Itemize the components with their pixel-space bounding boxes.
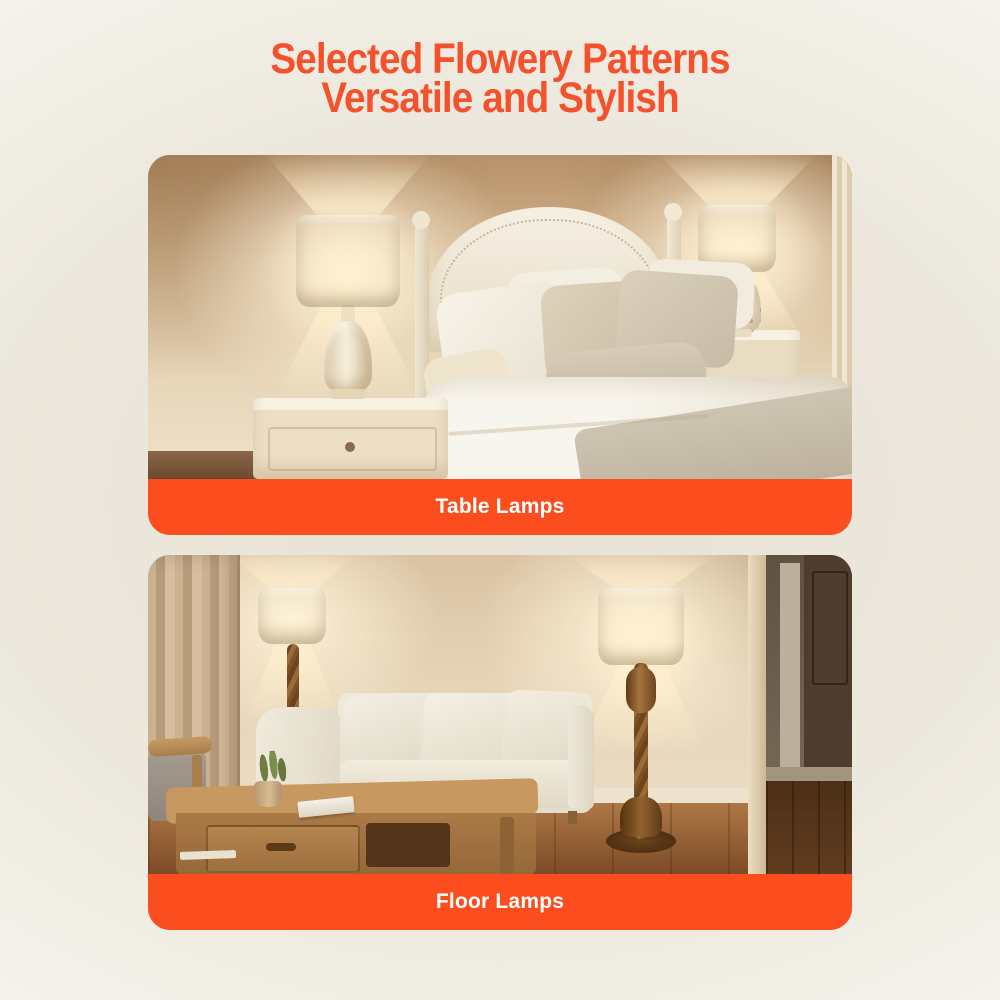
- drawer-knob: [345, 442, 355, 452]
- door-panel: [812, 571, 848, 685]
- table-lamp-foot: [331, 389, 365, 399]
- sofa-back-cushion: [343, 694, 421, 769]
- bedroom-photo: [148, 155, 852, 479]
- sofa-leg: [568, 811, 577, 824]
- living-room-photo: [148, 555, 852, 874]
- category-banner: [148, 874, 852, 930]
- bed-post-finial: [412, 211, 430, 229]
- title-line-2: Versatile and Stylish: [321, 74, 679, 122]
- hallway-floor: [766, 781, 852, 874]
- card-floor-lamps: [148, 555, 852, 930]
- category-label: Table Lamps: [435, 495, 565, 518]
- floral-lampshade-left: [258, 588, 326, 644]
- floor-lamp-carved-foot: [620, 797, 662, 837]
- baseboard: [578, 788, 762, 803]
- title-line-1: Selected Flowery Patterns: [270, 35, 730, 83]
- table-leg: [500, 817, 514, 874]
- hallway-door-casing: [780, 563, 800, 791]
- category-label: Floor Lamps: [435, 890, 565, 913]
- bed-post-finial: [664, 203, 682, 221]
- coffee-table-shelf-shadow: [366, 823, 450, 867]
- sofa-back-cushion: [424, 693, 502, 767]
- floral-lampshade-right: [598, 588, 684, 665]
- doorway-jamb: [748, 555, 766, 874]
- floor-lamp-carved-body: [626, 667, 656, 713]
- drawer-handle-cutout: [266, 843, 296, 851]
- card-table-lamps: [148, 155, 852, 535]
- plant-pot: [254, 781, 282, 807]
- bedroom-floor: [148, 451, 268, 479]
- sofa-arm-right: [568, 705, 594, 809]
- category-banner: [148, 479, 852, 535]
- page-title: [50, 35, 950, 122]
- floral-lampshade-left: [296, 215, 400, 307]
